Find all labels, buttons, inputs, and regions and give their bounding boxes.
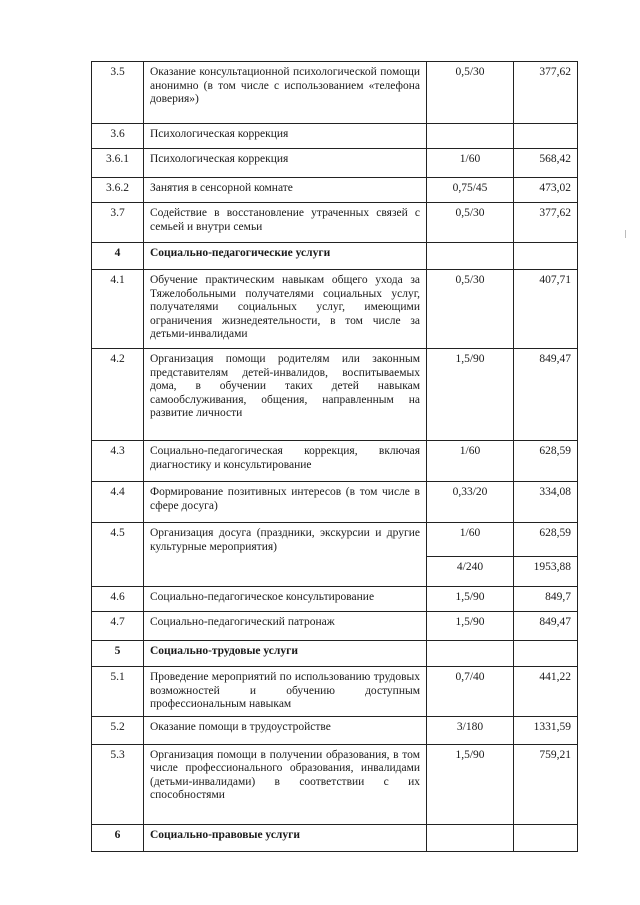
row-description: Психологическая коррекция (144, 124, 427, 149)
row-time-norm: 3/180 (427, 716, 514, 744)
table-row (92, 482, 578, 523)
table-row (92, 612, 578, 641)
row-description: Организация помощи родителям или законным представителям детей-инвалидов, воспитываемых дома, в обучении таких детей навыкам самообслуживания, общения, направленным на развитие личности (144, 349, 427, 441)
row-number: 4.6 (92, 587, 144, 612)
table-row (92, 441, 578, 482)
services-tariff-table (91, 61, 578, 852)
row-price (514, 641, 578, 667)
row-time-norm (427, 124, 514, 149)
row-time-norm: 1,5/90 (427, 744, 514, 824)
row-price: 849,7 (514, 587, 578, 612)
row-number: 4.3 (92, 441, 144, 482)
row-description: Оказание помощи в трудоустройстве (144, 716, 427, 744)
row-price: 377,62 (514, 203, 578, 243)
row-number: 4.7 (92, 612, 144, 641)
row-time-norm: 1/60 (427, 149, 514, 178)
row-number: 3.5 (92, 62, 144, 124)
row-price (514, 824, 578, 851)
row-description: Организация помощи в получении образования, в том числе профессионального образования, инвалидами (детьми-инвалидами) в соответствии с их способностями (144, 744, 427, 824)
table-row (92, 349, 578, 441)
row-description: Психологическая коррекция (144, 149, 427, 178)
row-number: 4 (92, 243, 144, 270)
row-price: 1331,59 (514, 716, 578, 744)
row-number: 5.2 (92, 716, 144, 744)
table-row (92, 270, 578, 349)
table-row (92, 178, 578, 203)
row-description: Социально-педагогический патронаж (144, 612, 427, 641)
row-price: 628,59 (514, 523, 578, 557)
row-price (514, 124, 578, 149)
table-row (92, 523, 578, 557)
row-number: 3.7 (92, 203, 144, 243)
row-number: 4.4 (92, 482, 144, 523)
row-price: 628,59 (514, 441, 578, 482)
row-time-norm: 1,5/90 (427, 587, 514, 612)
row-number: 5 (92, 641, 144, 667)
section-row (92, 243, 578, 270)
row-price: 759,21 (514, 744, 578, 824)
table-row (92, 124, 578, 149)
table-row (92, 716, 578, 744)
row-price: 441,22 (514, 667, 578, 717)
row-description: Занятия в сенсорной комнате (144, 178, 427, 203)
row-time-norm: 0,5/30 (427, 270, 514, 349)
row-number: 3.6 (92, 124, 144, 149)
row-price: 377,62 (514, 62, 578, 124)
table-row (92, 744, 578, 824)
table-row (92, 62, 578, 124)
row-number: 5.3 (92, 744, 144, 824)
row-price: 407,71 (514, 270, 578, 349)
row-time-norm: 4/240 (427, 557, 514, 587)
row-price (514, 243, 578, 270)
row-price: 849,47 (514, 349, 578, 441)
row-time-norm: 1,5/90 (427, 612, 514, 641)
row-description: Социально-педагогические услуги (144, 243, 427, 270)
row-description: Содействие в восстановление утраченных связей с семьей и внутри семьи (144, 203, 427, 243)
row-price: 849,47 (514, 612, 578, 641)
row-time-norm: 0,33/20 (427, 482, 514, 523)
row-time-norm (427, 243, 514, 270)
row-time-norm: 1/60 (427, 523, 514, 557)
row-description: Социально-правовые услуги (144, 824, 427, 851)
row-description: Обучение практическим навыкам общего ухода за Тяжелобольными получателями социальных услуг, получателями социальных услуг, имеющими ограничения жизнедеятельности, в том числе за детьми-инвалидами (144, 270, 427, 349)
row-number: 6 (92, 824, 144, 851)
row-time-norm: 0,5/30 (427, 62, 514, 124)
table-row (92, 149, 578, 178)
row-time-norm (427, 824, 514, 851)
row-description: Формирование позитивных интересов (в том числе в сфере досуга) (144, 482, 427, 523)
row-time-norm (427, 641, 514, 667)
row-description: Оказание консультационной психологической помощи анонимно (в том числе с использованием «телефона доверия») (144, 62, 427, 124)
row-description: Социально-педагогическая коррекция, включая диагностику и консультирование (144, 441, 427, 482)
row-description: Социально-педагогическое консультирование (144, 587, 427, 612)
row-price: 1953,88 (514, 557, 578, 587)
row-description: Социально-трудовые услуги (144, 641, 427, 667)
row-time-norm: 0,7/40 (427, 667, 514, 717)
row-price: 473,02 (514, 178, 578, 203)
row-price: 568,42 (514, 149, 578, 178)
row-time-norm: 0,75/45 (427, 178, 514, 203)
margin-mark (625, 230, 626, 238)
row-number: 3.6.2 (92, 178, 144, 203)
table-row (92, 667, 578, 717)
row-time-norm: 1/60 (427, 441, 514, 482)
row-price: 334,08 (514, 482, 578, 523)
row-number: 4.1 (92, 270, 144, 349)
row-number: 4.5 (92, 523, 144, 587)
table-row (92, 203, 578, 243)
section-row (92, 824, 578, 851)
row-number: 3.6.1 (92, 149, 144, 178)
row-time-norm: 0,5/30 (427, 203, 514, 243)
row-description: Проведение мероприятий по использованию трудовых возможностей и обучению доступным профессиональным навыкам (144, 667, 427, 717)
row-number: 5.1 (92, 667, 144, 717)
section-row (92, 641, 578, 667)
table-row (92, 587, 578, 612)
row-description: Организация досуга (праздники, экскурсии и другие культурные мероприятия) (144, 523, 427, 587)
row-time-norm: 1,5/90 (427, 349, 514, 441)
row-number: 4.2 (92, 349, 144, 441)
